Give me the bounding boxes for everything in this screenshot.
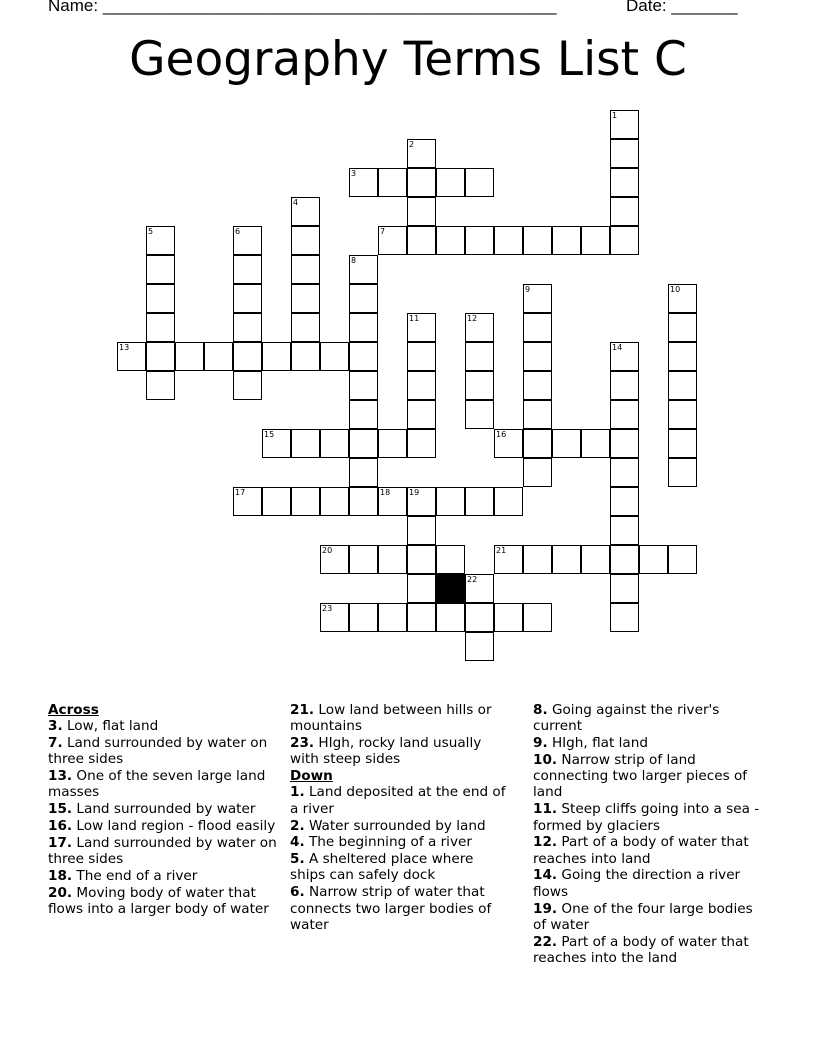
grid-cell[interactable] <box>610 139 639 168</box>
clue-num: 23. <box>290 735 315 752</box>
grid-cell[interactable] <box>668 284 697 313</box>
grid-cell[interactable] <box>320 545 349 574</box>
clue-number: 23 <box>322 604 333 613</box>
grid-cell[interactable] <box>291 429 320 458</box>
clue-text: Moving body of water that flows into a larger body of water <box>48 884 269 918</box>
down-clue <box>533 801 769 834</box>
across-heading: Across <box>48 702 99 718</box>
clue-text: Land surrounded by water on three sides <box>48 735 268 768</box>
grid-cell[interactable] <box>349 487 378 516</box>
clue-text: HIgh, rocky land usually with steep sides <box>290 735 482 768</box>
clue-text: The beginning of a river <box>304 834 472 851</box>
across-clue <box>48 818 284 834</box>
grid-cell[interactable] <box>378 168 407 197</box>
clue-num: 3. <box>48 718 63 735</box>
grid-cell[interactable] <box>610 458 639 487</box>
grid-cell[interactable] <box>320 487 349 516</box>
clue-number: 22 <box>467 575 478 584</box>
grid-cell[interactable] <box>494 429 523 458</box>
grid-cell[interactable] <box>407 226 436 255</box>
grid-cell[interactable] <box>349 400 378 429</box>
clue-number: 21 <box>496 546 507 555</box>
grid-cell[interactable] <box>349 342 378 371</box>
clue-num: 21. <box>290 702 315 718</box>
clue-number: 4 <box>293 198 299 207</box>
page-title: Geography Terms List C <box>129 32 687 87</box>
grid-cell[interactable] <box>436 226 465 255</box>
grid-cell[interactable] <box>146 342 175 371</box>
clues-column-2 <box>290 702 512 934</box>
grid-cell[interactable] <box>610 168 639 197</box>
grid-cell[interactable] <box>204 342 233 371</box>
clue-num: 20. <box>48 884 73 901</box>
clue-text: Low, flat land <box>62 718 159 735</box>
grid-cell[interactable] <box>436 487 465 516</box>
grid-cell[interactable] <box>378 429 407 458</box>
grid-cell[interactable] <box>407 487 436 516</box>
down-clue <box>533 752 769 801</box>
grid-cell[interactable] <box>349 603 378 632</box>
down-clue <box>290 818 512 834</box>
clue-num: 5. <box>290 851 305 868</box>
grid-cell[interactable] <box>610 574 639 603</box>
clue-text: The end of a river <box>72 867 198 884</box>
clue-number: 9 <box>525 285 531 294</box>
grid-cell[interactable] <box>639 545 668 574</box>
grid-cell[interactable] <box>523 226 552 255</box>
grid-cell[interactable] <box>610 516 639 545</box>
grid-cell[interactable] <box>523 342 552 371</box>
clue-num: 12. <box>533 834 558 851</box>
grid-cell[interactable] <box>349 168 378 197</box>
clue-number: 20 <box>322 546 333 555</box>
down-clue <box>533 702 769 735</box>
grid-cell[interactable] <box>320 429 349 458</box>
name-field[interactable]: Name: ________________________________________________ <box>48 0 557 15</box>
grid-cell[interactable] <box>610 487 639 516</box>
clue-number: 18 <box>380 488 391 497</box>
down-heading: Down <box>290 768 333 785</box>
grid-cell[interactable] <box>610 110 639 139</box>
black-cell <box>436 574 465 603</box>
grid-cell[interactable] <box>407 371 436 400</box>
grid-cell[interactable] <box>407 168 436 197</box>
grid-cell[interactable] <box>146 313 175 342</box>
down-clue <box>533 867 769 900</box>
grid-cell[interactable] <box>320 603 349 632</box>
grid-cell[interactable] <box>146 255 175 284</box>
grid-cell[interactable] <box>378 487 407 516</box>
grid-cell[interactable] <box>436 545 465 574</box>
clue-number: 2 <box>409 140 415 149</box>
grid-cell[interactable] <box>233 371 262 400</box>
grid-cell[interactable] <box>320 342 349 371</box>
grid-cell[interactable] <box>407 603 436 632</box>
clue-text: Steep cliffs going into a sea - formed by glaciers <box>533 801 760 834</box>
grid-cell[interactable] <box>465 574 494 603</box>
grid-cell[interactable] <box>465 371 494 400</box>
grid-cell[interactable] <box>465 168 494 197</box>
grid-cell[interactable] <box>552 429 581 458</box>
grid-cell[interactable] <box>407 545 436 574</box>
clue-text: Going the direction a river flows <box>533 867 741 900</box>
grid-cell[interactable] <box>291 226 320 255</box>
grid-cell[interactable] <box>349 313 378 342</box>
grid-cell[interactable] <box>523 545 552 574</box>
grid-cell[interactable] <box>407 342 436 371</box>
grid-cell[interactable] <box>494 226 523 255</box>
grid-cell[interactable] <box>581 226 610 255</box>
across-clue <box>290 702 512 735</box>
grid-cell[interactable] <box>291 197 320 226</box>
grid-cell[interactable] <box>262 487 291 516</box>
grid-cell[interactable] <box>668 342 697 371</box>
clue-number: 7 <box>380 227 386 236</box>
clue-text: Part of a body of water that reaches into the land <box>533 933 749 966</box>
down-clue <box>533 735 769 751</box>
grid-cell[interactable] <box>610 371 639 400</box>
clue-num: 10. <box>533 751 558 768</box>
grid-cell[interactable] <box>349 458 378 487</box>
grid-cell[interactable] <box>407 574 436 603</box>
grid-cell[interactable] <box>233 487 262 516</box>
down-clue <box>533 834 769 867</box>
down-clue <box>533 934 769 967</box>
clue-text: Going against the river's current <box>533 702 720 735</box>
grid-cell[interactable] <box>668 400 697 429</box>
across-clue <box>48 801 284 817</box>
clue-number: 11 <box>409 314 420 323</box>
clue-text: Narrow strip of land connecting two larger pieces of land <box>533 751 748 801</box>
grid-cell[interactable] <box>465 313 494 342</box>
clue-number: 16 <box>496 430 507 439</box>
across-clue <box>48 718 284 734</box>
down-clue <box>290 851 512 884</box>
clue-number: 12 <box>467 314 478 323</box>
grid-cell[interactable] <box>407 139 436 168</box>
clue-text: Narrow strip of water that connects two larger bodies of water <box>290 884 492 933</box>
clue-text: Low land between hills or mountains <box>290 702 492 735</box>
grid-cell[interactable] <box>436 168 465 197</box>
clue-text: A sheltered place where ships can safely dock <box>290 851 474 884</box>
grid-cell[interactable] <box>523 429 552 458</box>
grid-cell[interactable] <box>233 255 262 284</box>
clue-num: 11. <box>533 801 558 818</box>
grid-cell[interactable] <box>581 545 610 574</box>
grid-cell[interactable] <box>407 313 436 342</box>
grid-cell[interactable] <box>523 603 552 632</box>
grid-cell[interactable] <box>523 400 552 429</box>
clue-num: 22. <box>533 933 558 950</box>
grid-cell[interactable] <box>378 545 407 574</box>
grid-cell[interactable] <box>523 371 552 400</box>
grid-cell[interactable] <box>494 603 523 632</box>
grid-cell[interactable] <box>407 197 436 226</box>
grid-cell[interactable] <box>146 284 175 313</box>
grid-cell[interactable] <box>262 342 291 371</box>
grid-cell[interactable] <box>436 603 465 632</box>
grid-cell[interactable] <box>465 226 494 255</box>
clue-number: 17 <box>235 488 246 497</box>
grid-cell[interactable] <box>175 342 204 371</box>
grid-cell[interactable] <box>552 226 581 255</box>
grid-cell[interactable] <box>523 458 552 487</box>
clue-num: 8. <box>533 702 548 718</box>
grid-cell[interactable] <box>378 603 407 632</box>
clue-number: 8 <box>351 256 357 265</box>
grid-cell[interactable] <box>349 255 378 284</box>
clue-num: 15. <box>48 801 73 818</box>
clue-num: 13. <box>48 768 73 785</box>
clue-number: 6 <box>235 227 241 236</box>
grid-cell[interactable] <box>262 429 291 458</box>
down-clue <box>290 784 512 817</box>
clue-text: Land surrounded by water on three sides <box>48 834 277 868</box>
grid-cell[interactable] <box>291 313 320 342</box>
grid-cell[interactable] <box>494 545 523 574</box>
grid-cell[interactable] <box>494 487 523 516</box>
clue-num: 17. <box>48 834 73 851</box>
down-clue <box>533 901 769 934</box>
across-clue <box>48 768 284 801</box>
grid-cell[interactable] <box>610 400 639 429</box>
grid-cell[interactable] <box>465 400 494 429</box>
grid-cell[interactable] <box>610 545 639 574</box>
down-clue <box>290 834 512 850</box>
clue-text: Water surrounded by land <box>304 817 486 834</box>
clue-num: 7. <box>48 735 63 752</box>
date-field[interactable]: Date: _______ <box>626 0 738 15</box>
clue-num: 16. <box>48 818 73 835</box>
clue-num: 6. <box>290 884 305 901</box>
grid-cell[interactable] <box>610 429 639 458</box>
grid-cell[interactable] <box>523 284 552 313</box>
across-clue <box>48 868 284 884</box>
grid-cell[interactable] <box>407 429 436 458</box>
grid-cell[interactable] <box>407 516 436 545</box>
clue-num: 18. <box>48 867 73 884</box>
clue-num: 19. <box>533 900 558 917</box>
grid-cell[interactable] <box>465 632 494 661</box>
grid-cell[interactable] <box>233 313 262 342</box>
clues-column-3 <box>533 702 769 967</box>
grid-cell[interactable] <box>349 371 378 400</box>
grid-cell[interactable] <box>146 371 175 400</box>
grid-cell[interactable] <box>668 458 697 487</box>
grid-cell[interactable] <box>407 400 436 429</box>
grid-cell[interactable] <box>610 342 639 371</box>
clue-number: 14 <box>612 343 623 352</box>
grid-cell[interactable] <box>465 487 494 516</box>
grid-cell[interactable] <box>378 226 407 255</box>
grid-cell[interactable] <box>668 429 697 458</box>
grid-cell[interactable] <box>291 342 320 371</box>
across-clue <box>48 735 284 768</box>
clue-text: Low land region - flood easily <box>72 818 276 835</box>
clue-text: One of the four large bodies of water <box>533 900 753 933</box>
clue-number: 3 <box>351 169 357 178</box>
clue-text: HIgh, flat land <box>547 735 648 752</box>
clue-number: 13 <box>119 343 130 352</box>
grid-cell[interactable] <box>610 226 639 255</box>
grid-cell[interactable] <box>552 545 581 574</box>
clue-number: 5 <box>148 227 154 236</box>
clue-num: 4. <box>290 834 305 851</box>
grid-cell[interactable] <box>233 226 262 255</box>
grid-cell[interactable] <box>349 429 378 458</box>
across-clue <box>48 835 284 868</box>
grid-cell[interactable] <box>349 284 378 313</box>
clue-number: 10 <box>670 285 681 294</box>
grid-cell[interactable] <box>349 545 378 574</box>
clue-text: Part of a body of water that reaches into land <box>533 834 749 867</box>
grid-cell[interactable] <box>610 603 639 632</box>
grid-cell[interactable] <box>465 342 494 371</box>
grid-cell[interactable] <box>668 313 697 342</box>
clue-num: 1. <box>290 784 305 801</box>
grid-cell[interactable] <box>581 429 610 458</box>
grid-cell[interactable] <box>291 284 320 313</box>
clue-num: 2. <box>290 817 305 834</box>
clue-num: 14. <box>533 867 558 884</box>
grid-cell[interactable] <box>146 226 175 255</box>
down-clue <box>290 884 512 933</box>
clue-number: 1 <box>612 111 618 120</box>
grid-cell[interactable] <box>291 255 320 284</box>
grid-cell[interactable] <box>233 342 262 371</box>
clue-text: Land deposited at the end of a river <box>290 784 506 817</box>
clues-column-1 <box>48 702 284 918</box>
clue-num: 9. <box>533 735 548 752</box>
grid-cell[interactable] <box>668 545 697 574</box>
grid-cell[interactable] <box>668 371 697 400</box>
clue-number: 15 <box>264 430 275 439</box>
grid-cell[interactable] <box>610 197 639 226</box>
across-clue <box>48 885 284 918</box>
clue-number: 19 <box>409 488 420 497</box>
grid-cell[interactable] <box>117 342 146 371</box>
across-clue <box>290 735 512 768</box>
grid-cell[interactable] <box>465 603 494 632</box>
grid-cell[interactable] <box>523 313 552 342</box>
grid-cell[interactable] <box>291 487 320 516</box>
clue-text: One of the seven large land masses <box>48 768 266 801</box>
grid-cell[interactable] <box>233 284 262 313</box>
clue-text: Land surrounded by water <box>72 801 256 818</box>
